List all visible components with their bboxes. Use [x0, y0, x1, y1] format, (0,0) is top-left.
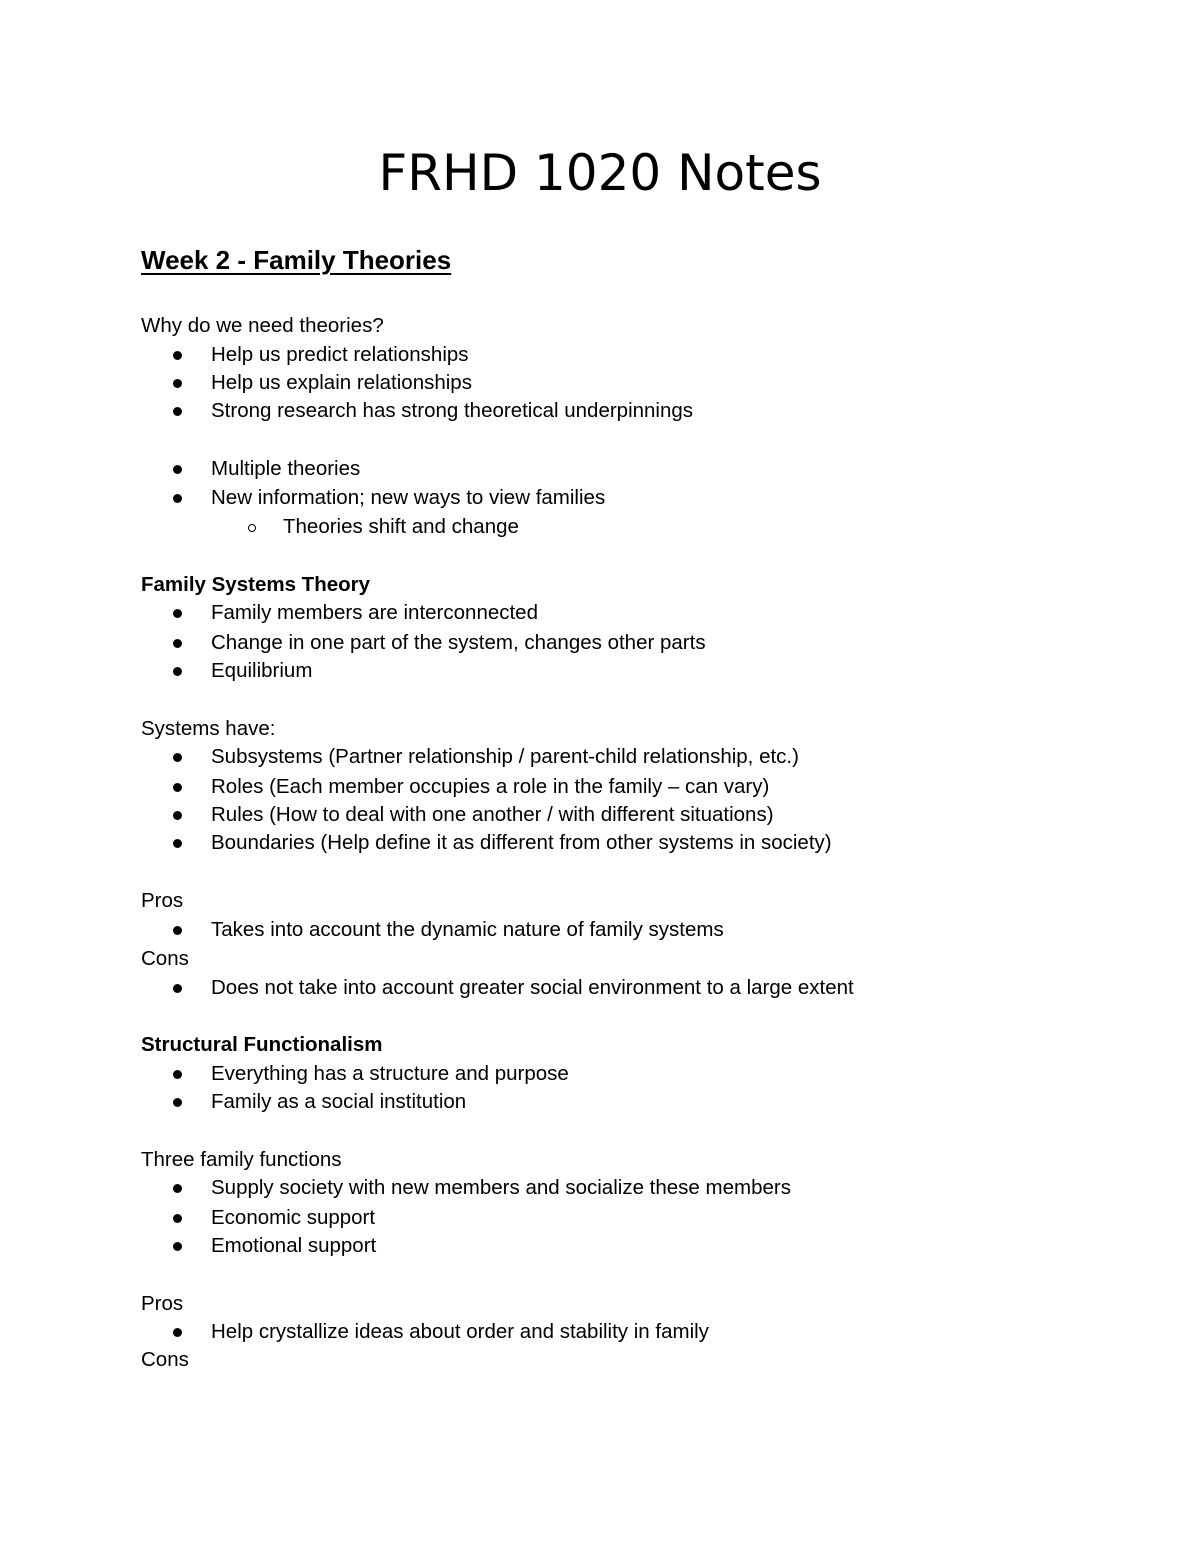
list-item: Does not take into account greater social environment to a large extent	[211, 974, 854, 1002]
list-item: New information; new ways to view families	[211, 484, 605, 512]
section-heading: Structural Functionalism	[141, 1033, 383, 1056]
section-heading: Family Systems Theory	[141, 573, 371, 596]
week-heading: Week 2 - Family Theories	[141, 245, 452, 275]
list-item: Help us explain relationships	[211, 369, 472, 397]
bullet-icon	[173, 984, 182, 993]
list-item: Boundaries (Help define it as different from other systems in society)	[211, 829, 832, 857]
sub-list-item: Theories shift and change	[283, 513, 519, 541]
list-item: Help us predict relationships	[211, 341, 469, 369]
bullet-icon	[173, 1184, 182, 1193]
text-line: Cons	[141, 947, 189, 970]
text-line: Systems have:	[141, 717, 276, 740]
list-item: Roles (Each member occupies a role in the family – can vary)	[211, 773, 769, 801]
list-item: Economic support	[211, 1204, 375, 1232]
list-item: Everything has a structure and purpose	[211, 1060, 569, 1088]
text-line: Pros	[141, 889, 184, 912]
circle-bullet-icon	[248, 524, 256, 532]
list-item: Emotional support	[211, 1232, 376, 1260]
bullet-icon	[173, 1070, 182, 1079]
text-line: Pros	[141, 1292, 184, 1315]
bullet-icon	[173, 926, 182, 935]
bullet-icon	[173, 1214, 182, 1223]
bullet-icon	[173, 609, 182, 618]
text-line: Cons	[141, 1348, 189, 1371]
bullet-icon	[173, 351, 182, 360]
list-item: Multiple theories	[211, 455, 360, 483]
list-item: Help crystallize ideas about order and stability in family	[211, 1318, 709, 1346]
bullet-icon	[173, 1242, 182, 1251]
list-item: Family as a social institution	[211, 1088, 466, 1116]
list-item: Family members are interconnected	[211, 599, 538, 627]
bullet-icon	[173, 783, 182, 792]
list-item: Change in one part of the system, changes other parts	[211, 629, 706, 657]
list-item: Strong research has strong theoretical underpinnings	[211, 397, 693, 425]
bullet-icon	[173, 1328, 182, 1337]
document-title: FRHD 1020 Notes	[378, 144, 822, 202]
list-item: Takes into account the dynamic nature of family systems	[211, 916, 724, 944]
bullet-icon	[173, 839, 182, 848]
text-line: Why do we need theories?	[141, 314, 384, 337]
text-line: Three family functions	[141, 1148, 342, 1171]
list-item: Supply society with new members and socialize these members	[211, 1174, 791, 1202]
list-item: Rules (How to deal with one another / with different situations)	[211, 801, 774, 829]
list-item: Subsystems (Partner relationship / parent-child relationship, etc.)	[211, 743, 799, 771]
bullet-icon	[173, 753, 182, 762]
bullet-icon	[173, 407, 182, 416]
bullet-icon	[173, 465, 182, 474]
bullet-icon	[173, 1098, 182, 1107]
bullet-icon	[173, 639, 182, 648]
bullet-icon	[173, 667, 182, 676]
bullet-icon	[173, 379, 182, 388]
list-item: Equilibrium	[211, 657, 312, 685]
bullet-icon	[173, 811, 182, 820]
bullet-icon	[173, 494, 182, 503]
